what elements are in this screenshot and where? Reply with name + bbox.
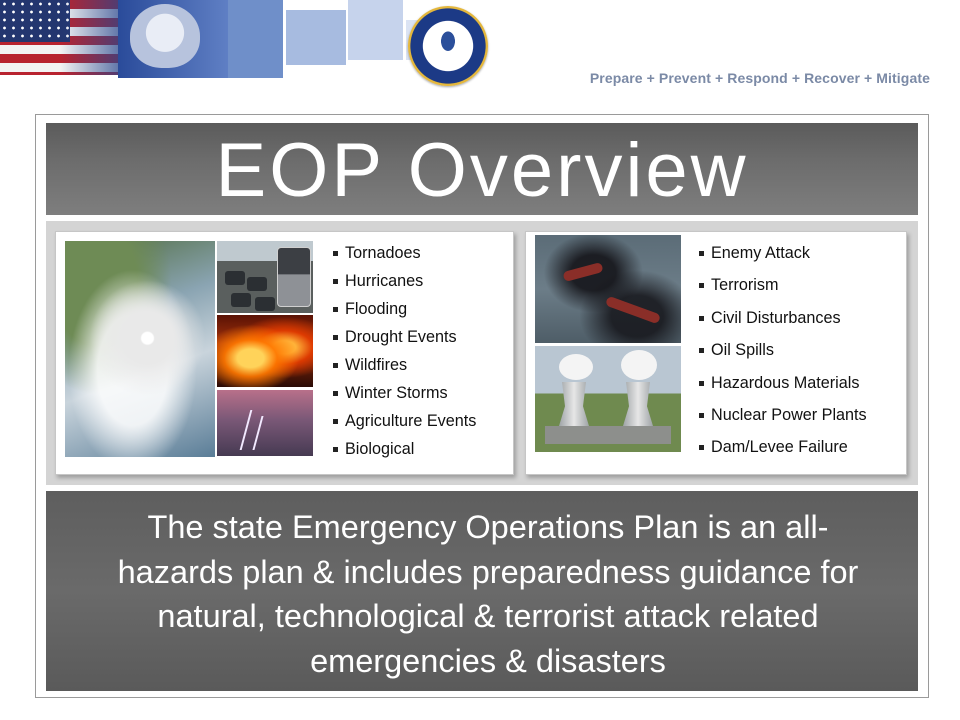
list-item: Drought Events — [332, 328, 476, 356]
wildfire-image — [217, 315, 313, 387]
evacuation-traffic-image — [217, 241, 313, 313]
slide-frame — [35, 114, 929, 698]
hurricane-satellite-image — [65, 241, 215, 457]
pelican-seal-icon — [130, 4, 200, 68]
description-box — [46, 491, 918, 691]
list-item: Terrorism — [698, 276, 867, 308]
list-item: Nuclear Power Plants — [698, 406, 867, 438]
description-text: The state Emergency Operations Plan is an all-hazards plan & includes preparedness guidance for natural, technological & terrorist attack related emergencies & disasters — [117, 509, 859, 679]
nuclear-plant-image — [535, 346, 681, 452]
lightning-storm-image — [217, 390, 313, 456]
oil-spill-image — [535, 235, 681, 343]
page-title: EOP Overview — [215, 128, 749, 213]
banner-decorative-blocks — [228, 0, 428, 78]
list-item: Biological — [332, 440, 476, 468]
list-item: Civil Disturbances — [698, 309, 867, 341]
pelican-icon — [436, 30, 460, 58]
natural-hazards-panel — [55, 231, 514, 475]
hazards-section — [46, 221, 918, 485]
list-item: Oil Spills — [698, 341, 867, 373]
natural-hazards-list — [332, 244, 476, 468]
list-item: Dam/Levee Failure — [698, 438, 867, 470]
list-item: Tornadoes — [332, 244, 476, 272]
tagline: Prepare + Prevent + Respond + Recover + Mitigate — [589, 70, 930, 86]
list-item: Hazardous Materials — [698, 374, 867, 406]
list-item: Hurricanes — [332, 272, 476, 300]
technological-hazards-list — [698, 244, 867, 471]
title-bar — [46, 123, 918, 215]
list-item: Winter Storms — [332, 384, 476, 412]
gohsep-logo — [408, 6, 488, 86]
evacuation-route-sign-icon — [277, 247, 311, 307]
header-banner — [0, 0, 960, 110]
list-item: Wildfires — [332, 356, 476, 384]
list-item: Flooding — [332, 300, 476, 328]
list-item: Enemy Attack — [698, 244, 867, 276]
technological-hazards-panel — [525, 231, 907, 475]
list-item: Agriculture Events — [332, 412, 476, 440]
